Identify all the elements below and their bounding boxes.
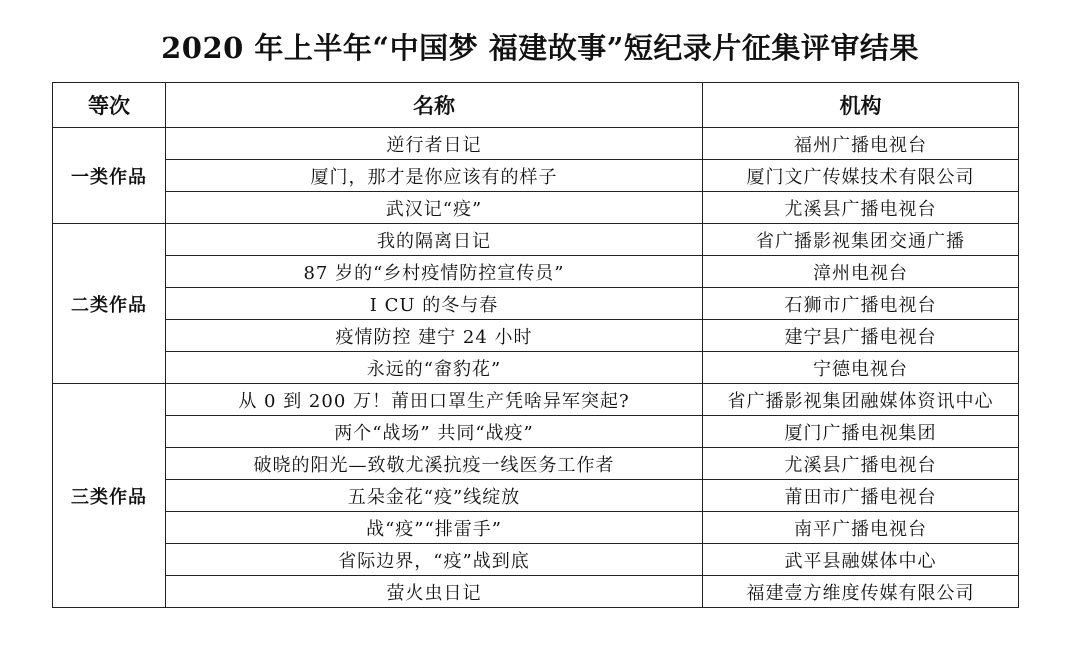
table-row [53,544,1019,576]
table-row [53,320,1019,352]
entry-organization: 省广播影视集团交通广播 [703,224,1019,256]
entry-name: 从 0 到 200 万！莆田口罩生产凭啥异军突起? [166,384,703,416]
entry-name: 省际边界，“疫”战到底 [166,544,703,576]
entry-organization: 莆田市广播电视台 [703,480,1019,512]
table-row [53,288,1019,320]
category-second-class: 二类作品 [53,224,166,384]
results-table [52,82,1019,608]
entry-organization: 南平广播电视台 [703,512,1019,544]
entry-organization: 福建壹方维度传媒有限公司 [703,576,1019,608]
entry-name: 我的隔离日记 [166,224,703,256]
table-row [53,160,1019,192]
entry-name: 逆行者日记 [166,128,703,160]
entry-name: 永远的“畲豹花” [166,352,703,384]
table-row [53,224,1019,256]
entry-name: 厦门，那才是你应该有的样子 [166,160,703,192]
entry-name: 87 岁的“乡村疫情防控宣传员” [166,256,703,288]
table-row [53,128,1019,160]
category-third-class: 三类作品 [53,384,166,608]
entry-organization: 石狮市广播电视台 [703,288,1019,320]
table-row [53,448,1019,480]
entry-organization: 厦门文广传媒技术有限公司 [703,160,1019,192]
entry-organization: 建宁县广播电视台 [703,320,1019,352]
entry-organization: 武平县融媒体中心 [703,544,1019,576]
category-first-class: 一类作品 [53,128,166,224]
header-rank: 等次 [53,83,166,128]
table-row [53,480,1019,512]
header-name: 名称 [166,83,703,128]
entry-name: 五朵金花“疫”线绽放 [166,480,703,512]
entry-organization: 尤溪县广播电视台 [703,448,1019,480]
entry-name: 疫情防控 建宁 24 小时 [166,320,703,352]
entry-name: I CU 的冬与春 [166,288,703,320]
table-row [53,384,1019,416]
table-row [53,512,1019,544]
table-row [53,352,1019,384]
table-row [53,192,1019,224]
entry-organization: 厦门广播电视集团 [703,416,1019,448]
document-title: 2020 年上半年“中国梦 福建故事”短纪录片征集评审结果 [161,31,919,65]
table-row [53,416,1019,448]
header-organization: 机构 [703,83,1019,128]
entry-organization: 省广播影视集团融媒体资讯中心 [703,384,1019,416]
entry-organization: 尤溪县广播电视台 [703,192,1019,224]
entry-name: 战“疫”“排雷手” [166,512,703,544]
entry-organization: 福州广播电视台 [703,128,1019,160]
entry-name: 武汉记“疫” [166,192,703,224]
table-header-row [53,83,1019,128]
entry-organization: 宁德电视台 [703,352,1019,384]
entry-name: 萤火虫日记 [166,576,703,608]
entry-name: 破晓的阳光—致敬尤溪抗疫一线医务工作者 [166,448,703,480]
table-row [53,256,1019,288]
entry-organization: 漳州电视台 [703,256,1019,288]
entry-name: 两个“战场” 共同“战疫” [166,416,703,448]
table-row [53,576,1019,608]
